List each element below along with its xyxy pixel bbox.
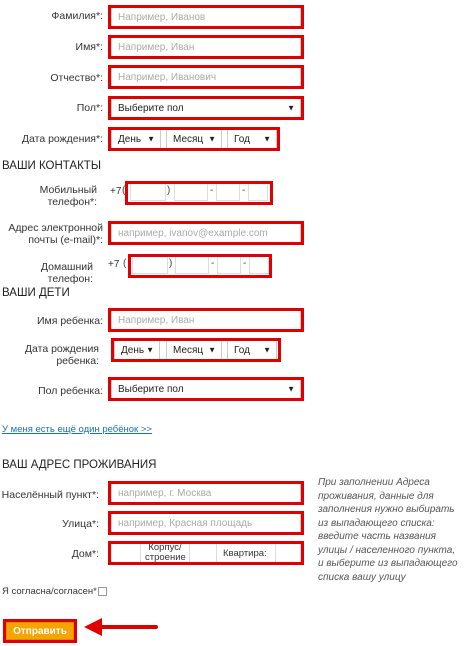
home-phone-group (123, 256, 270, 274)
city-label: Населённый пункт*: (1, 489, 99, 501)
chevron-down-icon: ▼ (147, 134, 155, 144)
child-birth-day-value: День (121, 344, 145, 356)
paren-close: ) (169, 258, 173, 269)
chevron-down-icon: ▼ (287, 384, 295, 394)
child-birth-month-select[interactable] (166, 340, 222, 360)
child-birth-day-select[interactable] (114, 340, 160, 360)
patronymic-label: Отчество*: (50, 72, 103, 84)
lastname-input[interactable]: Например, Иванов (111, 7, 301, 27)
home-part1-input[interactable] (175, 256, 209, 274)
birth-month-value: Месяц (173, 133, 204, 145)
birth-day-value: День (118, 133, 142, 145)
chevron-down-icon: ▼ (263, 345, 271, 355)
house-input[interactable] (111, 543, 141, 563)
dash: - (211, 258, 215, 269)
dash: - (242, 185, 246, 196)
chevron-down-icon: ▼ (263, 134, 271, 144)
add-child-link[interactable]: У меня есть ещё один ребёнок >> (2, 424, 152, 435)
chevron-down-icon: ▼ (146, 345, 154, 355)
mobile-phone-group (122, 183, 270, 201)
child-birth-label-line1: Дата рождения (24, 343, 99, 355)
dash: - (243, 258, 247, 269)
birth-day-select[interactable] (111, 129, 161, 149)
arrow-left-icon (80, 614, 160, 640)
street-input[interactable]: например, Красная площадь (111, 513, 301, 533)
email-label-line1: Адрес электронной (8, 222, 103, 234)
contacts-section-title: ВАШИ КОНТАКТЫ (2, 160, 101, 172)
child-birth-label (25, 343, 99, 367)
home-prefix: +7 (108, 259, 120, 270)
mobile-prefix: +7 (110, 186, 122, 197)
building-label (145, 543, 185, 563)
building-input[interactable] (189, 543, 217, 563)
child-birth-month-value: Месяц (173, 344, 204, 356)
email-input[interactable]: например, ivanov@example.com (111, 223, 301, 243)
mobile-label-line2: телефон*: (47, 196, 97, 208)
home-part3-input[interactable] (249, 256, 269, 274)
child-gender-value: Выберите пол (118, 383, 184, 395)
paren-open: ( (122, 185, 126, 196)
paren-open: ( (123, 258, 127, 269)
chevron-down-icon: ▼ (208, 134, 216, 144)
birth-year-select[interactable] (227, 129, 277, 149)
lastname-label: Фамилия*: (51, 10, 103, 22)
email-label (8, 222, 103, 246)
gender-label: Пол*: (76, 102, 103, 114)
submit-button[interactable]: Отправить (6, 622, 74, 640)
birth-month-select[interactable] (166, 129, 222, 149)
firstname-input[interactable]: Например, Иван (111, 37, 301, 57)
city-input[interactable]: например, г. Москва (111, 483, 301, 503)
birth-label: Дата рождения*: (21, 133, 103, 145)
child-birth-label-line2: ребенка: (56, 355, 99, 367)
child-gender-label: Пол ребенка: (38, 385, 103, 397)
child-gender-select[interactable] (111, 379, 301, 399)
patronymic-input[interactable]: Например, Иванович (111, 67, 301, 87)
mobile-part3-input[interactable] (248, 183, 268, 201)
children-section-title: ВАШИ ДЕТИ (2, 287, 70, 299)
dash: - (210, 185, 214, 196)
house-label: Дом*: (71, 548, 99, 560)
mobile-label-line1: Мобильный (39, 184, 97, 196)
consent-label: Я согласна/согласен* (2, 586, 97, 597)
apartment-input[interactable] (275, 543, 301, 563)
mobile-part2-input[interactable] (216, 183, 240, 201)
street-label: Улица*: (62, 518, 99, 530)
child-birth-year-value: Год (234, 344, 250, 356)
mobile-part1-input[interactable] (174, 183, 208, 201)
birth-year-value: Год (234, 133, 250, 145)
building-label-line1: Корпус/ (148, 542, 182, 553)
child-name-label: Имя ребенка: (36, 315, 103, 327)
chevron-down-icon: ▼ (208, 345, 216, 355)
child-birth-year-select[interactable] (227, 340, 277, 360)
paren-close: ) (167, 185, 171, 196)
address-section-title: ВАШ АДРЕС ПРОЖИВАНИЯ (2, 459, 157, 471)
home-part2-input[interactable] (217, 256, 241, 274)
apartment-label: Квартира: (223, 548, 267, 559)
chevron-down-icon: ▼ (287, 103, 295, 113)
building-label-line2: строение (145, 552, 186, 563)
mobile-label (40, 184, 97, 208)
email-label-line2: почты (e-mail)*: (28, 234, 103, 246)
gender-select[interactable] (111, 98, 301, 118)
child-name-input[interactable]: Например, Иван (111, 310, 301, 330)
house-group (111, 543, 301, 563)
address-hint-note: При заполнении Адреса проживания, данные для заполнения нужно выбирать из выпадающего списка: введите часть названия улицы / населенного пункта, и выберите из выпадающего списка вашу улицу (318, 477, 458, 583)
consent-checkbox[interactable] (98, 587, 107, 596)
mobile-code-input[interactable] (130, 183, 166, 201)
gender-select-value: Выберите пол (118, 102, 184, 114)
firstname-label: Имя*: (75, 41, 103, 53)
home-code-input[interactable] (132, 256, 168, 274)
home-phone-label: Домашний телефон: (40, 261, 93, 285)
